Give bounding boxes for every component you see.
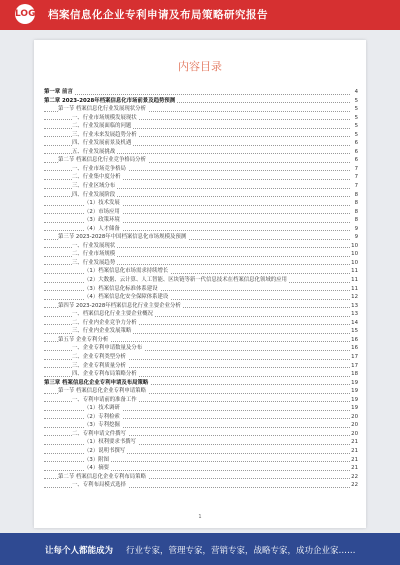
toc-entry[interactable] bbox=[44, 88, 358, 97]
toc-entry-page: 12 bbox=[351, 294, 358, 301]
toc-entry-title: （4）档案信息化安全保障体系建设 bbox=[84, 294, 169, 301]
toc-entry-title: 三、行业区域分布 bbox=[72, 183, 116, 190]
toc-entry-title: （3）专利挖掘 bbox=[84, 422, 120, 429]
toc-entry-page: 21 bbox=[351, 447, 358, 454]
page-title: 内容目录 bbox=[178, 60, 222, 73]
toc-entry-title: （1）权利要求书撰写 bbox=[84, 439, 136, 446]
toc-entry-page: 5 bbox=[354, 97, 358, 104]
footer-banner bbox=[0, 533, 400, 565]
toc-entry-page: 17 bbox=[351, 362, 358, 369]
toc-entry[interactable] bbox=[44, 259, 358, 268]
toc-entry[interactable] bbox=[44, 191, 358, 200]
toc-entry-title: 四、行业发展阶段 bbox=[72, 191, 116, 198]
toc-entry[interactable] bbox=[44, 105, 358, 114]
footer-slogan-right: 行业专家，管理专家，营销专家，战略专家，成功企业家…… bbox=[126, 546, 356, 556]
toc-entry-page: 13 bbox=[351, 311, 358, 318]
toc-entry-page: 11 bbox=[351, 277, 358, 284]
toc-entry-title: （2）市场应用 bbox=[84, 208, 120, 215]
toc-entry[interactable] bbox=[44, 438, 358, 447]
toc-entry-title: 二、企业专利类型分析 bbox=[72, 353, 126, 360]
toc-entry-page: 11 bbox=[351, 285, 358, 292]
footer-slogan-left: 让每个人都能成为 bbox=[45, 546, 114, 556]
toc-entry-title: 四、企业专利布局策略分析 bbox=[72, 371, 137, 378]
toc-entry-title: 二、行业发展面临的问题 bbox=[72, 123, 132, 130]
toc-entry[interactable] bbox=[44, 122, 358, 131]
toc-entry-title: 三、行业未来发展趋势分析 bbox=[72, 131, 137, 138]
toc-entry[interactable] bbox=[44, 208, 358, 217]
toc-entry-title: 一、档案信息化行业主要企业概况 bbox=[72, 311, 153, 318]
toc-entry-title: 一、行业发展现状 bbox=[72, 242, 116, 249]
toc-entry[interactable] bbox=[44, 225, 358, 234]
toc-entry[interactable] bbox=[44, 362, 358, 371]
toc-entry-page: 8 bbox=[354, 191, 358, 198]
toc-entry-page: 6 bbox=[354, 148, 358, 155]
toc-entry[interactable] bbox=[44, 293, 358, 302]
toc-entry[interactable] bbox=[44, 413, 358, 422]
toc-entry-title: （2）说明书撰写 bbox=[84, 447, 126, 454]
report-header bbox=[0, 0, 400, 30]
table-of-contents bbox=[44, 88, 358, 490]
toc-entry-title: （1）技术发展 bbox=[84, 200, 120, 207]
toc-entry-page: 11 bbox=[351, 268, 358, 275]
toc-entry-title: 一、专利布局模式选择 bbox=[72, 482, 126, 489]
toc-entry[interactable] bbox=[44, 344, 358, 353]
toc-entry-title: 二、行业内企业竞争力分析 bbox=[72, 319, 137, 326]
toc-entry[interactable] bbox=[44, 336, 358, 345]
toc-entry-page: 5 bbox=[354, 114, 358, 121]
toc-entry[interactable] bbox=[44, 430, 358, 439]
toc-entry-title: 三、行业发展趋势 bbox=[72, 259, 116, 266]
toc-entry-title: 一、行业市场规模发展现状 bbox=[72, 114, 137, 121]
toc-entry[interactable] bbox=[44, 404, 358, 413]
toc-entry-title: 第三节 2023-2028年中国档案信息化市场规模及预测 bbox=[58, 234, 187, 241]
toc-entry[interactable] bbox=[44, 310, 358, 319]
toc-entry[interactable] bbox=[44, 199, 358, 208]
toc-entry-title: 一、行业市场竞争格局 bbox=[72, 165, 126, 172]
toc-entry[interactable] bbox=[44, 131, 358, 140]
toc-entry-title: 第一节 档案信息化行业发展现状分析 bbox=[58, 106, 146, 113]
toc-entry-title: （4）人才储备 bbox=[84, 225, 120, 232]
toc-entry-page: 21 bbox=[351, 439, 358, 446]
toc-entry-page: 9 bbox=[354, 225, 358, 232]
toc-entry-title: （3）政策环境 bbox=[84, 217, 120, 224]
toc-entry-page: 22 bbox=[351, 482, 358, 489]
toc-entry[interactable] bbox=[44, 233, 358, 242]
toc-entry-title: 一、企业专利申请数量及分布 bbox=[72, 345, 143, 352]
toc-entry[interactable] bbox=[44, 250, 358, 259]
toc-entry-page: 10 bbox=[351, 259, 358, 266]
toc-entry-title: 第一章 前言 bbox=[44, 89, 73, 95]
toc-entry[interactable] bbox=[44, 165, 358, 174]
toc-entry-title: 第四节 2023-2028年档案信息化行业主要企业分析 bbox=[58, 302, 181, 309]
toc-entry[interactable] bbox=[44, 148, 358, 157]
toc-entry[interactable] bbox=[44, 276, 358, 285]
toc-entry[interactable] bbox=[44, 285, 358, 294]
toc-entry[interactable] bbox=[44, 447, 358, 456]
toc-entry-page: 16 bbox=[351, 345, 358, 352]
toc-entry[interactable] bbox=[44, 319, 358, 328]
toc-entry-page: 17 bbox=[351, 353, 358, 360]
toc-entry-page: 5 bbox=[354, 123, 358, 130]
toc-entry[interactable] bbox=[44, 97, 358, 106]
toc-entry-title: 第二节 档案信息化企业专利布局策略 bbox=[58, 473, 146, 480]
toc-entry-page: 14 bbox=[351, 319, 358, 326]
report-title: 档案信息化企业专利申请及布局策略研究报告 bbox=[48, 9, 268, 21]
toc-entry-title: 二、行业集中度分析 bbox=[72, 174, 121, 181]
toc-entry[interactable] bbox=[44, 481, 358, 490]
toc-entry-page: 7 bbox=[354, 165, 358, 172]
toc-entry-title: （3）附图 bbox=[84, 456, 109, 463]
toc-entry-title: （1）档案信息化市场需求持续增长 bbox=[84, 268, 169, 275]
toc-entry-page: 5 bbox=[354, 106, 358, 113]
toc-entry-title: 第二节 档案信息化行业竞争格局分析 bbox=[58, 157, 146, 164]
toc-entry-title: 第一节 档案信息化企业专利申请策略 bbox=[58, 388, 146, 395]
toc-entry-page: 19 bbox=[351, 405, 358, 412]
toc-entry-page: 5 bbox=[354, 131, 358, 138]
toc-entry-page: 16 bbox=[351, 336, 358, 343]
toc-entry-page: 7 bbox=[354, 174, 358, 181]
toc-entry-page: 10 bbox=[351, 251, 358, 258]
toc-entry-title: 第三章 档案信息化企业专利申请及布局策略 bbox=[44, 379, 149, 386]
toc-entry[interactable] bbox=[44, 182, 358, 191]
toc-entry[interactable] bbox=[44, 421, 358, 430]
toc-entry-title: 三、企业专利质量分析 bbox=[72, 362, 126, 369]
toc-entry[interactable] bbox=[44, 379, 358, 388]
toc-entry-title: （2）大数据、云计算、人工智能、区块链等新一代信息技术在档案信息化领域的应用 bbox=[84, 277, 287, 284]
logo: LOGO bbox=[15, 4, 35, 24]
toc-entry-title: 三、行业内企业发展策略 bbox=[72, 328, 132, 335]
toc-entry[interactable] bbox=[44, 396, 358, 405]
toc-entry-page: 4 bbox=[354, 89, 358, 95]
toc-entry-title: 二、专利申请文件撰写 bbox=[72, 430, 126, 437]
toc-entry-title: （3）档案信息化标准体系建设 bbox=[84, 285, 158, 292]
toc-entry[interactable] bbox=[44, 302, 358, 311]
toc-entry-page: 6 bbox=[354, 157, 358, 164]
toc-entry-page: 19 bbox=[351, 379, 358, 386]
toc-entry-title: 第五节 企业专利分析 bbox=[58, 336, 109, 343]
toc-entry-page: 8 bbox=[354, 217, 358, 224]
toc-entry-title: 二、行业市场规模 bbox=[72, 251, 116, 258]
document-page bbox=[34, 40, 366, 528]
toc-entry-page: 15 bbox=[351, 328, 358, 335]
toc-entry-page: 22 bbox=[351, 473, 358, 480]
toc-entry-title: （1）技术调研 bbox=[84, 405, 120, 412]
toc-entry-page: 19 bbox=[351, 396, 358, 403]
toc-leader-dots bbox=[44, 94, 350, 95]
toc-entry-page: 7 bbox=[354, 183, 358, 190]
toc-entry[interactable] bbox=[44, 267, 358, 276]
toc-entry-title: 一、专利申请前的准备工作 bbox=[72, 396, 137, 403]
toc-entry[interactable] bbox=[44, 464, 358, 473]
toc-entry-title: （2）专利检索 bbox=[84, 413, 120, 420]
toc-entry-page: 6 bbox=[354, 140, 358, 147]
toc-entry[interactable] bbox=[44, 139, 358, 148]
toc-entry-title: 第二章 2023-2028年档案信息化市场前景及趋势预测 bbox=[44, 97, 176, 104]
toc-entry[interactable] bbox=[44, 216, 358, 225]
toc-entry[interactable] bbox=[44, 173, 358, 182]
toc-entry-page: 19 bbox=[351, 388, 358, 395]
toc-entry[interactable] bbox=[44, 473, 358, 482]
toc-entry-page: 8 bbox=[354, 208, 358, 215]
toc-entry-page: 20 bbox=[351, 422, 358, 429]
toc-entry-page: 18 bbox=[351, 371, 358, 378]
toc-entry[interactable] bbox=[44, 327, 358, 336]
toc-entry-page: 20 bbox=[351, 413, 358, 420]
toc-entry[interactable] bbox=[44, 456, 358, 465]
toc-entry[interactable] bbox=[44, 114, 358, 123]
toc-entry-page: 9 bbox=[354, 234, 358, 241]
page-number: 1 bbox=[198, 514, 202, 520]
toc-entry[interactable] bbox=[44, 387, 358, 396]
toc-entry-title: 四、行业发展前景及机遇 bbox=[72, 140, 132, 147]
toc-entry[interactable] bbox=[44, 156, 358, 165]
toc-entry-page: 21 bbox=[351, 456, 358, 463]
toc-entry[interactable] bbox=[44, 242, 358, 251]
toc-entry-page: 8 bbox=[354, 200, 358, 207]
toc-entry[interactable] bbox=[44, 370, 358, 379]
toc-entry-page: 21 bbox=[351, 465, 358, 472]
toc-entry-page: 20 bbox=[351, 430, 358, 437]
toc-entry-title: 五、行业发展挑战 bbox=[72, 148, 116, 155]
toc-entry[interactable] bbox=[44, 353, 358, 362]
toc-entry-title: （4）摘要 bbox=[84, 465, 109, 472]
toc-entry-page: 10 bbox=[351, 242, 358, 249]
toc-entry-page: 13 bbox=[351, 302, 358, 309]
